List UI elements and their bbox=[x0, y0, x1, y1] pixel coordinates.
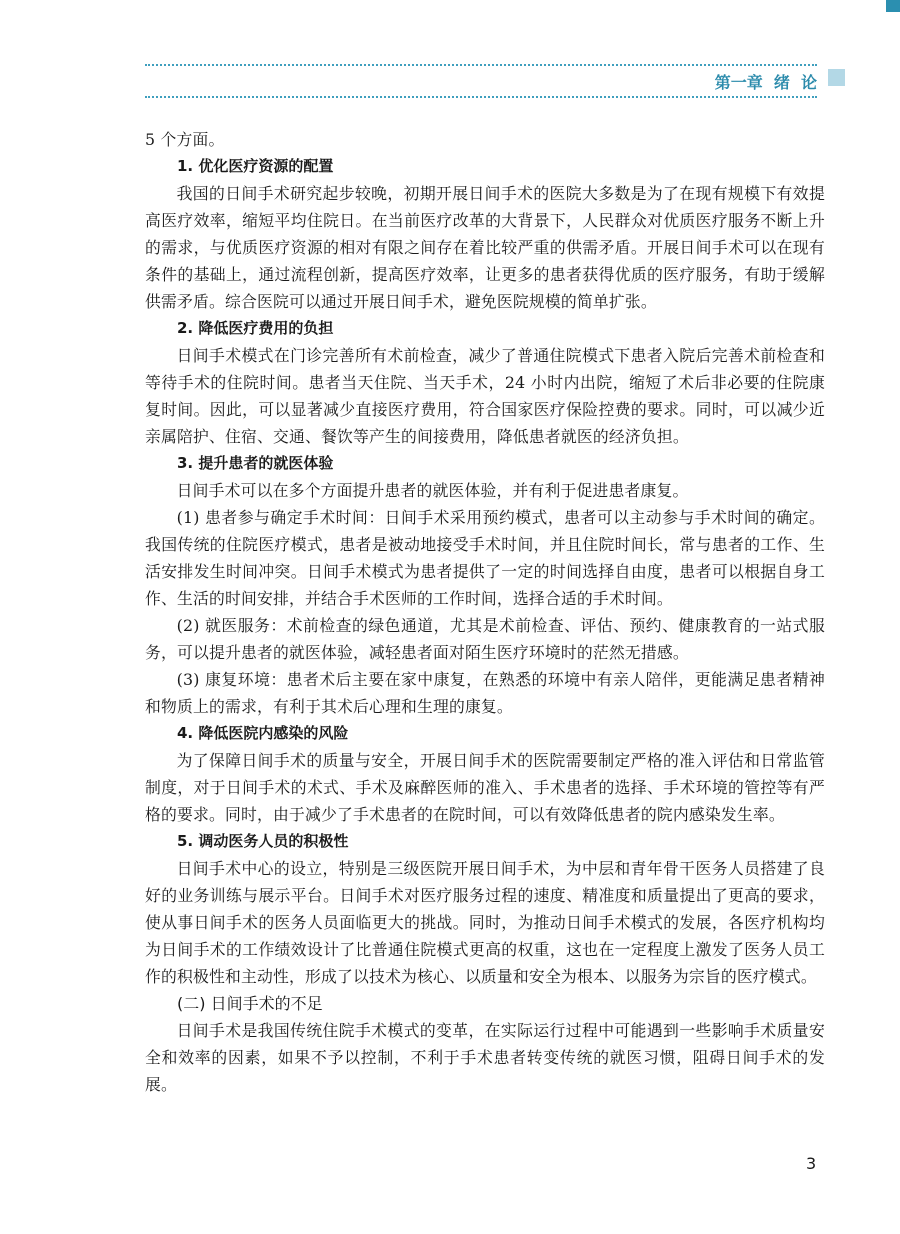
chapter-title: 第一章 绪 论 bbox=[714, 73, 817, 92]
section-4-paragraph: 为了保障日间手术的质量与安全，开展日间手术的医院需要制定严格的准入评估和日常监管制度，对于日间手术的术式、手术及麻醉医师的准入、手术患者的选择、手术环境的管控等有严格的要求。同时，由于减少了手术患者的在院时间，可以有效降低患者的院内感染发生率。 bbox=[145, 751, 825, 824]
section-2-paragraph: 日间手术模式在门诊完善所有术前检查，减少了普通住院模式下患者入院后完善术前检查和等待手术的住院时间。患者当天住院、当天手术，24 小时内出院，缩短了术后非必要的住院康复时间。因此，可以显著减少直接医疗费用，符合国家医疗保险控费的要求。同时，可以减少近亲属陪护、住宿、交通、餐饮等产生的间接费用，降低患者就医的经济负担。 bbox=[145, 346, 825, 446]
section-5-paragraph: 日间手术中心的设立，特别是三级医院开展日间手术，为中层和青年骨干医务人员搭建了良好的业务训练与展示平台。日间手术对医疗服务过程的速度、精准度和质量提出了更高的要求，使从事日间手术的医务人员面临更大的挑战。同时，为推动日间手术模式的发展，各医疗机构均为日间手术的工作绩效设计了比普通住院模式更高的权重，这也在一定程度上激发了医务人员工作的积极性和主动性，形成了以技术为核心、以质量和安全为根本、以服务为宗旨的医疗模式。 bbox=[145, 859, 825, 986]
chapter-marker-square bbox=[828, 69, 845, 86]
page-header bbox=[145, 64, 817, 98]
intro-text: 5 个方面。 bbox=[145, 130, 225, 149]
section-heading-4: 4. 降低医院内感染的风险 bbox=[177, 724, 349, 742]
section-heading-2: 2. 降低医疗费用的负担 bbox=[177, 319, 334, 337]
part-paragraph: 日间手术是我国传统住院手术模式的变革，在实际运行过程中可能遇到一些影响手术质量安全和效率的因素，如果不予以控制，不利于手术患者转变传统的就医习惯，阻碍日间手术的发展。 bbox=[145, 1021, 825, 1094]
part-heading: (二) 日间手术的不足 bbox=[177, 994, 323, 1013]
section-heading-3: 3. 提升患者的就医体验 bbox=[177, 454, 334, 472]
section-3-item-2: (2) 就医服务：术前检查的绿色通道，尤其是术前检查、评估、预约、健康教育的一站式服务，可以提升患者的就医体验，减轻患者面对陌生医疗环境时的茫然无措感。 bbox=[145, 616, 825, 662]
corner-decoration bbox=[886, 0, 900, 12]
section-heading-5: 5. 调动医务人员的积极性 bbox=[177, 832, 349, 850]
page-body bbox=[145, 126, 825, 1098]
section-1-paragraph: 我国的日间手术研究起步较晚，初期开展日间手术的医院大多数是为了在现有规模下有效提高医疗效率，缩短平均住院日。在当前医疗改革的大背景下，人民群众对优质医疗服务不断上升的需求，与优质医疗资源的相对有限之间存在着比较严重的供需矛盾。开展日间手术可以在现有条件的基础上，通过流程创新，提高医疗效率，让更多的患者获得优质的医疗服务，有助于缓解供需矛盾。综合医院可以通过开展日间手术，避免医院规模的简单扩张。 bbox=[145, 184, 825, 311]
section-3-item-3: (3) 康复环境：患者术后主要在家中康复，在熟悉的环境中有亲人陪伴，更能满足患者精神和物质上的需求，有利于其术后心理和生理的康复。 bbox=[145, 670, 825, 716]
section-heading-1: 1. 优化医疗资源的配置 bbox=[177, 157, 334, 175]
section-3-paragraph: 日间手术可以在多个方面提升患者的就医体验，并有利于促进患者康复。 bbox=[176, 481, 689, 500]
section-3-item-1: (1) 患者参与确定手术时间：日间手术采用预约模式，患者可以主动参与手术时间的确定。我国传统的住院医疗模式，患者是被动地接受手术时间，并且住院时间长，常与患者的工作、生活安排发生时间冲突。日间手术模式为患者提供了一定的时间选择自由度，患者可以根据自身工作、生活的时间安排，并结合手术医师的工作时间，选择合适的手术时间。 bbox=[145, 508, 825, 608]
page-number: 3 bbox=[806, 1154, 817, 1173]
